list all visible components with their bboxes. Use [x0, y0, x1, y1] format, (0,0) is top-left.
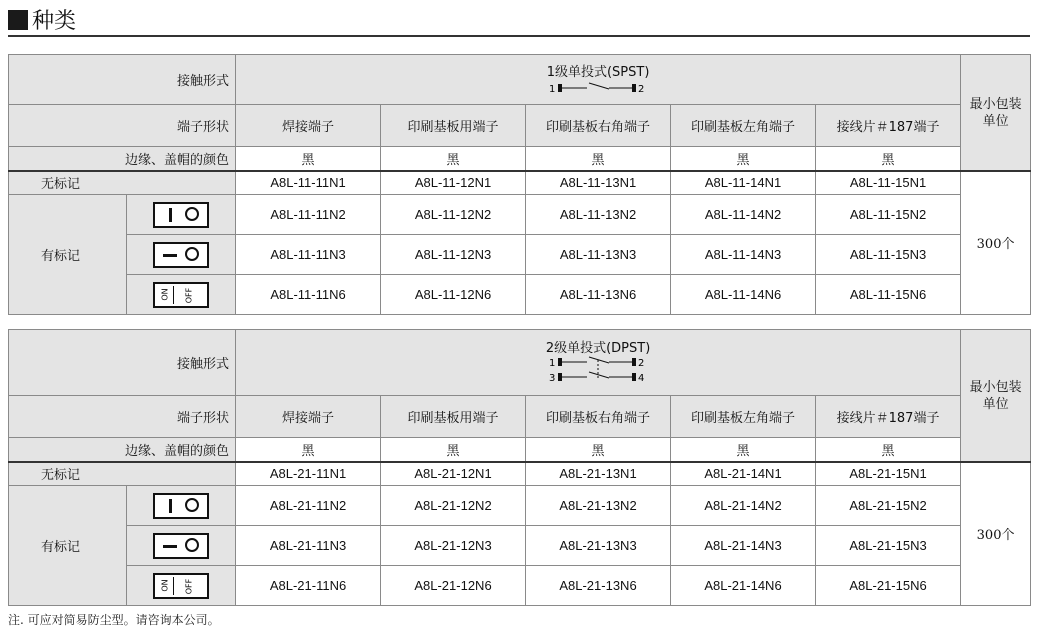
- mark-cell: [127, 526, 236, 566]
- model-cell: A8L-11-15N6: [816, 275, 961, 315]
- model-cell: A8L-21-12N1: [381, 462, 526, 486]
- table-row: [9, 275, 1031, 315]
- model-cell: A8L-11-15N3: [816, 235, 961, 275]
- model-cell: A8L-11-11N1: [236, 171, 381, 195]
- model-cell: A8L-21-12N3: [381, 526, 526, 566]
- model-cell: A8L-11-15N1: [816, 171, 961, 195]
- model-cell: A8L-21-12N6: [381, 566, 526, 606]
- terminal-shape-row: [9, 105, 1031, 147]
- mark-cell: [127, 486, 236, 526]
- contact-type-title: 1级单投式(SPST): [546, 64, 650, 80]
- model-cell: A8L-21-14N1: [671, 462, 816, 486]
- table-row: [9, 171, 1031, 195]
- model-cell: A8L-21-12N2: [381, 486, 526, 526]
- min-pack-header: [961, 330, 1031, 462]
- color-label: 边缘、盖帽的颜色: [9, 147, 236, 171]
- contact-form-row: [9, 330, 1031, 396]
- min-pack-header: [961, 55, 1031, 171]
- terminal-type: 焊接端子: [236, 396, 381, 438]
- terminal-type: 印刷基板左角端子: [671, 105, 816, 147]
- model-cell: A8L-11-13N3: [526, 235, 671, 275]
- terminal-type: 接线片＃187端子: [816, 105, 961, 147]
- I-O-icon: [153, 202, 209, 228]
- color-row: [9, 147, 1031, 171]
- model-cell: A8L-11-12N1: [381, 171, 526, 195]
- model-cell: A8L-21-11N2: [236, 486, 381, 526]
- mark-cell: [127, 275, 236, 315]
- color-cell: 黑: [236, 438, 381, 462]
- terminal-type: 印刷基板右角端子: [526, 396, 671, 438]
- contact-form-label: 接触形式: [9, 330, 236, 396]
- color-row: [9, 438, 1031, 462]
- model-cell: A8L-21-11N6: [236, 566, 381, 606]
- color-cell: 黑: [671, 438, 816, 462]
- color-cell: 黑: [236, 147, 381, 171]
- model-cell: A8L-11-12N6: [381, 275, 526, 315]
- model-cell: A8L-11-13N2: [526, 195, 671, 235]
- contact-form-row: [9, 55, 1031, 105]
- title-divider: [8, 35, 1030, 37]
- terminal-type: 印刷基板用端子: [381, 396, 526, 438]
- table-row: [9, 195, 1031, 235]
- mark-cell: [127, 235, 236, 275]
- on-text: ON: [160, 578, 170, 592]
- mark-cell: [127, 566, 236, 606]
- model-cell: A8L-11-11N3: [236, 235, 381, 275]
- model-cell: A8L-11-13N1: [526, 171, 671, 195]
- model-cell: A8L-11-14N3: [671, 235, 816, 275]
- model-cell: A8L-21-13N1: [526, 462, 671, 486]
- terminal-type: 印刷基板用端子: [381, 105, 526, 147]
- terminal-type: 印刷基板右角端子: [526, 105, 671, 147]
- marked-label: 有标记: [9, 486, 127, 606]
- model-cell: A8L-21-15N3: [816, 526, 961, 566]
- dash-O-icon: [153, 533, 209, 559]
- model-cell: A8L-21-15N2: [816, 486, 961, 526]
- off-text: OFF: [184, 287, 194, 303]
- terminal-type: 接线片＃187端子: [816, 396, 961, 438]
- footnote: 注. 可应对简易防尘型。请咨询本公司。: [8, 613, 220, 627]
- dpst-contact-diagram-icon: [543, 356, 653, 386]
- diagram-terminal-1: 1: [549, 83, 556, 95]
- model-cell: A8L-21-11N3: [236, 526, 381, 566]
- color-label: 边缘、盖帽的颜色: [9, 438, 236, 462]
- section-title-text: 种类: [32, 8, 77, 34]
- model-cell: A8L-21-14N2: [671, 486, 816, 526]
- section-title: [8, 4, 76, 34]
- model-cell: A8L-11-12N2: [381, 195, 526, 235]
- color-cell: 黑: [381, 438, 526, 462]
- terminal-type: 印刷基板左角端子: [671, 396, 816, 438]
- ON-OFF-icon: [153, 282, 209, 308]
- color-cell: 黑: [816, 147, 961, 171]
- spst-contact-diagram-icon: [543, 80, 653, 96]
- color-cell: 黑: [381, 147, 526, 171]
- model-cell: A8L-11-14N1: [671, 171, 816, 195]
- terminal-shape-row: [9, 396, 1031, 438]
- spst-table: [8, 54, 1031, 315]
- table-row: [9, 462, 1031, 486]
- model-cell: A8L-21-14N6: [671, 566, 816, 606]
- model-cell: A8L-11-11N2: [236, 195, 381, 235]
- model-cell: A8L-21-13N2: [526, 486, 671, 526]
- model-cell: A8L-21-11N1: [236, 462, 381, 486]
- contact-type-title: 2级单投式(DPST): [545, 340, 651, 356]
- model-cell: A8L-21-15N1: [816, 462, 961, 486]
- diagram-terminal-1: 1: [549, 357, 556, 369]
- terminal-shape-label: 端子形状: [9, 105, 236, 147]
- model-cell: A8L-11-11N6: [236, 275, 381, 315]
- unmarked-label: 无标记: [9, 462, 236, 486]
- model-cell: A8L-11-14N6: [671, 275, 816, 315]
- min-pack-value: 300个: [961, 462, 1031, 606]
- color-cell: 黑: [671, 147, 816, 171]
- model-cell: A8L-21-13N6: [526, 566, 671, 606]
- model-cell: A8L-21-14N3: [671, 526, 816, 566]
- unmarked-label: 无标记: [9, 171, 236, 195]
- contact-form-label: 接触形式: [9, 55, 236, 105]
- off-text: OFF: [184, 578, 194, 594]
- dpst-table: [8, 329, 1031, 606]
- model-cell: A8L-11-13N6: [526, 275, 671, 315]
- color-cell: 黑: [816, 438, 961, 462]
- table-row: [9, 526, 1031, 566]
- min-pack-header-text: 最小包装单位: [969, 379, 1022, 412]
- model-cell: A8L-21-13N3: [526, 526, 671, 566]
- I-O-icon: [153, 493, 209, 519]
- diagram-terminal-2: 2: [638, 357, 645, 369]
- contact-type-cell: [236, 330, 961, 396]
- table-row: [9, 235, 1031, 275]
- ON-OFF-icon: [153, 573, 209, 599]
- diagram-terminal-4: 4: [638, 372, 645, 384]
- terminal-type: 焊接端子: [236, 105, 381, 147]
- on-text: ON: [160, 287, 170, 301]
- title-square-icon: [8, 10, 28, 30]
- model-cell: A8L-11-14N2: [671, 195, 816, 235]
- marked-label: 有标记: [9, 195, 127, 315]
- table-row: [9, 566, 1031, 606]
- mark-cell: [127, 195, 236, 235]
- terminal-shape-label: 端子形状: [9, 396, 236, 438]
- table-row: [9, 486, 1031, 526]
- min-pack-value: 300个: [961, 171, 1031, 315]
- model-cell: A8L-11-12N3: [381, 235, 526, 275]
- dash-O-icon: [153, 242, 209, 268]
- color-cell: 黑: [526, 438, 671, 462]
- color-cell: 黑: [526, 147, 671, 171]
- contact-type-cell: [236, 55, 961, 105]
- model-cell: A8L-11-15N2: [816, 195, 961, 235]
- min-pack-header-text: 最小包装单位: [969, 96, 1022, 129]
- model-cell: A8L-21-15N6: [816, 566, 961, 606]
- diagram-terminal-2: 2: [638, 83, 645, 95]
- diagram-terminal-3: 3: [549, 372, 556, 384]
